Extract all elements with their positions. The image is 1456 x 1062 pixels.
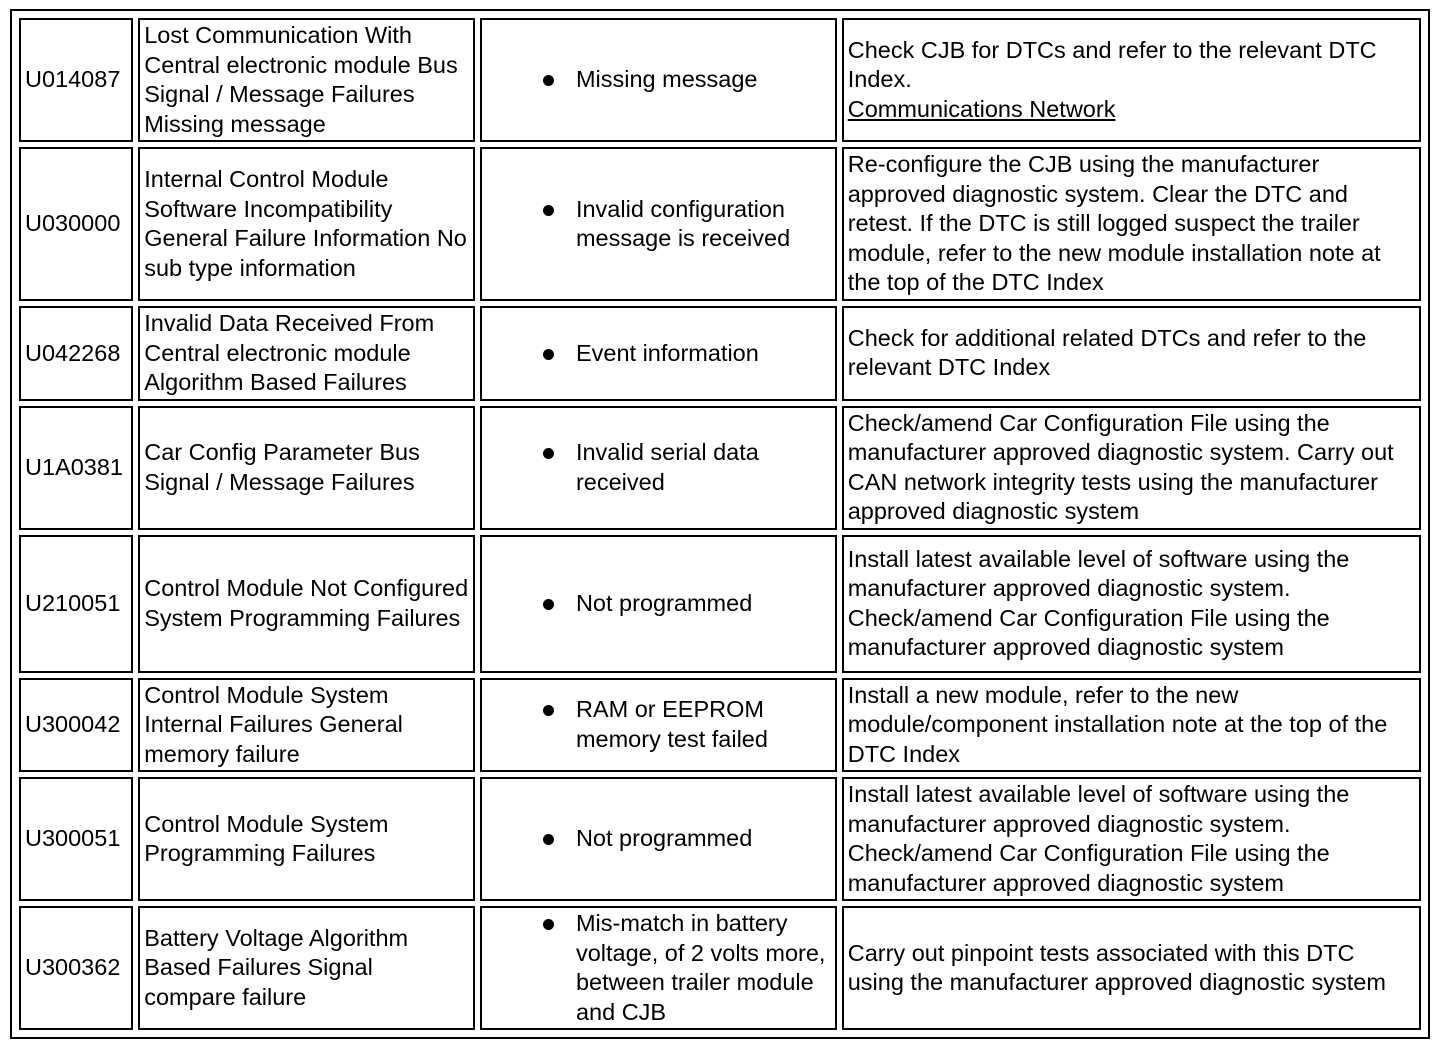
action-text-2: Check/amend Car Configuration File using the manufacturer approved diagnostic system [847,604,1330,660]
dtc-action: Install a new module, refer to the new module/component installation note at the top of the DTC Index [842,678,1421,773]
dtc-description: Control Module System Internal Failures General memory failure [138,678,475,773]
table-row [19,306,1421,401]
dtc-condition [480,406,837,530]
table-row [19,147,1421,301]
dtc-code: U042268 [19,306,133,401]
dtc-description: Car Config Parameter Bus Signal / Message Failures [138,406,475,530]
dtc-condition [480,777,837,901]
dtc-description: Lost Communication With Central electronic module Bus Signal / Message Failures Missing message [138,18,475,142]
dtc-code: U1A0381 [19,406,133,530]
condition-item: Event information [576,339,832,369]
dtc-condition [480,147,837,301]
dtc-code: U300042 [19,678,133,773]
table-row [19,906,1421,1030]
dtc-condition [480,306,837,401]
dtc-action [842,18,1421,142]
condition-item: RAM or EEPROM memory test failed [576,695,832,754]
dtc-action [842,535,1421,673]
dtc-table-frame [10,9,1430,1039]
communications-network-link[interactable]: Communications Network [847,95,1116,122]
table-row [19,18,1421,142]
condition-item: Not programmed [576,589,832,619]
dtc-condition [480,678,837,773]
dtc-description: Internal Control Module Software Incompatibility General Failure Information No sub type information [138,147,475,301]
dtc-description: Battery Voltage Algorithm Based Failures Signal compare failure [138,906,475,1030]
dtc-action: Check for additional related DTCs and refer to the relevant DTC Index [842,306,1421,401]
dtc-description: Control Module System Programming Failures [138,777,475,901]
condition-item: Not programmed [576,824,832,854]
action-text: Install latest available level of software using the manufacturer approved diagnostic system. [847,545,1350,601]
table-row [19,535,1421,673]
dtc-code: U210051 [19,535,133,673]
dtc-code: U030000 [19,147,133,301]
dtc-description: Invalid Data Received From Central electronic module Algorithm Based Failures [138,306,475,401]
table-row [19,777,1421,901]
dtc-condition [480,906,837,1030]
dtc-condition [480,535,837,673]
condition-item: Invalid configuration message is received [576,195,832,254]
dtc-condition [480,18,837,142]
dtc-table [14,13,1426,1035]
dtc-code: U300051 [19,777,133,901]
dtc-action: Check/amend Car Configuration File using the manufacturer approved diagnostic system. Carry out CAN network integrity tests using the manufacturer approved diagnostic system [842,406,1421,530]
dtc-action: Carry out pinpoint tests associated with this DTC using the manufacturer approved diagnostic system [842,906,1421,1030]
dtc-code: U300362 [19,906,133,1030]
condition-item: Invalid serial data received [576,438,832,497]
table-row [19,678,1421,773]
condition-item: Missing message [576,65,832,95]
dtc-action: Install latest available level of software using the manufacturer approved diagnostic system. Check/amend Car Configuration File using the manufacturer approved diagnostic system [842,777,1421,901]
dtc-description: Control Module Not Configured System Programming Failures [138,535,475,673]
condition-item: Mis-match in battery voltage, of 2 volts more, between trailer module and CJB [576,909,832,1027]
table-row [19,406,1421,530]
dtc-action: Re-configure the CJB using the manufacturer approved diagnostic system. Clear the DTC and retest. If the DTC is still logged suspect the trailer module, refer to the new module installation note at the top of the DTC Index [842,147,1421,301]
dtc-code: U014087 [19,18,133,142]
action-text: Check CJB for DTCs and refer to the relevant DTC Index. [847,36,1377,93]
